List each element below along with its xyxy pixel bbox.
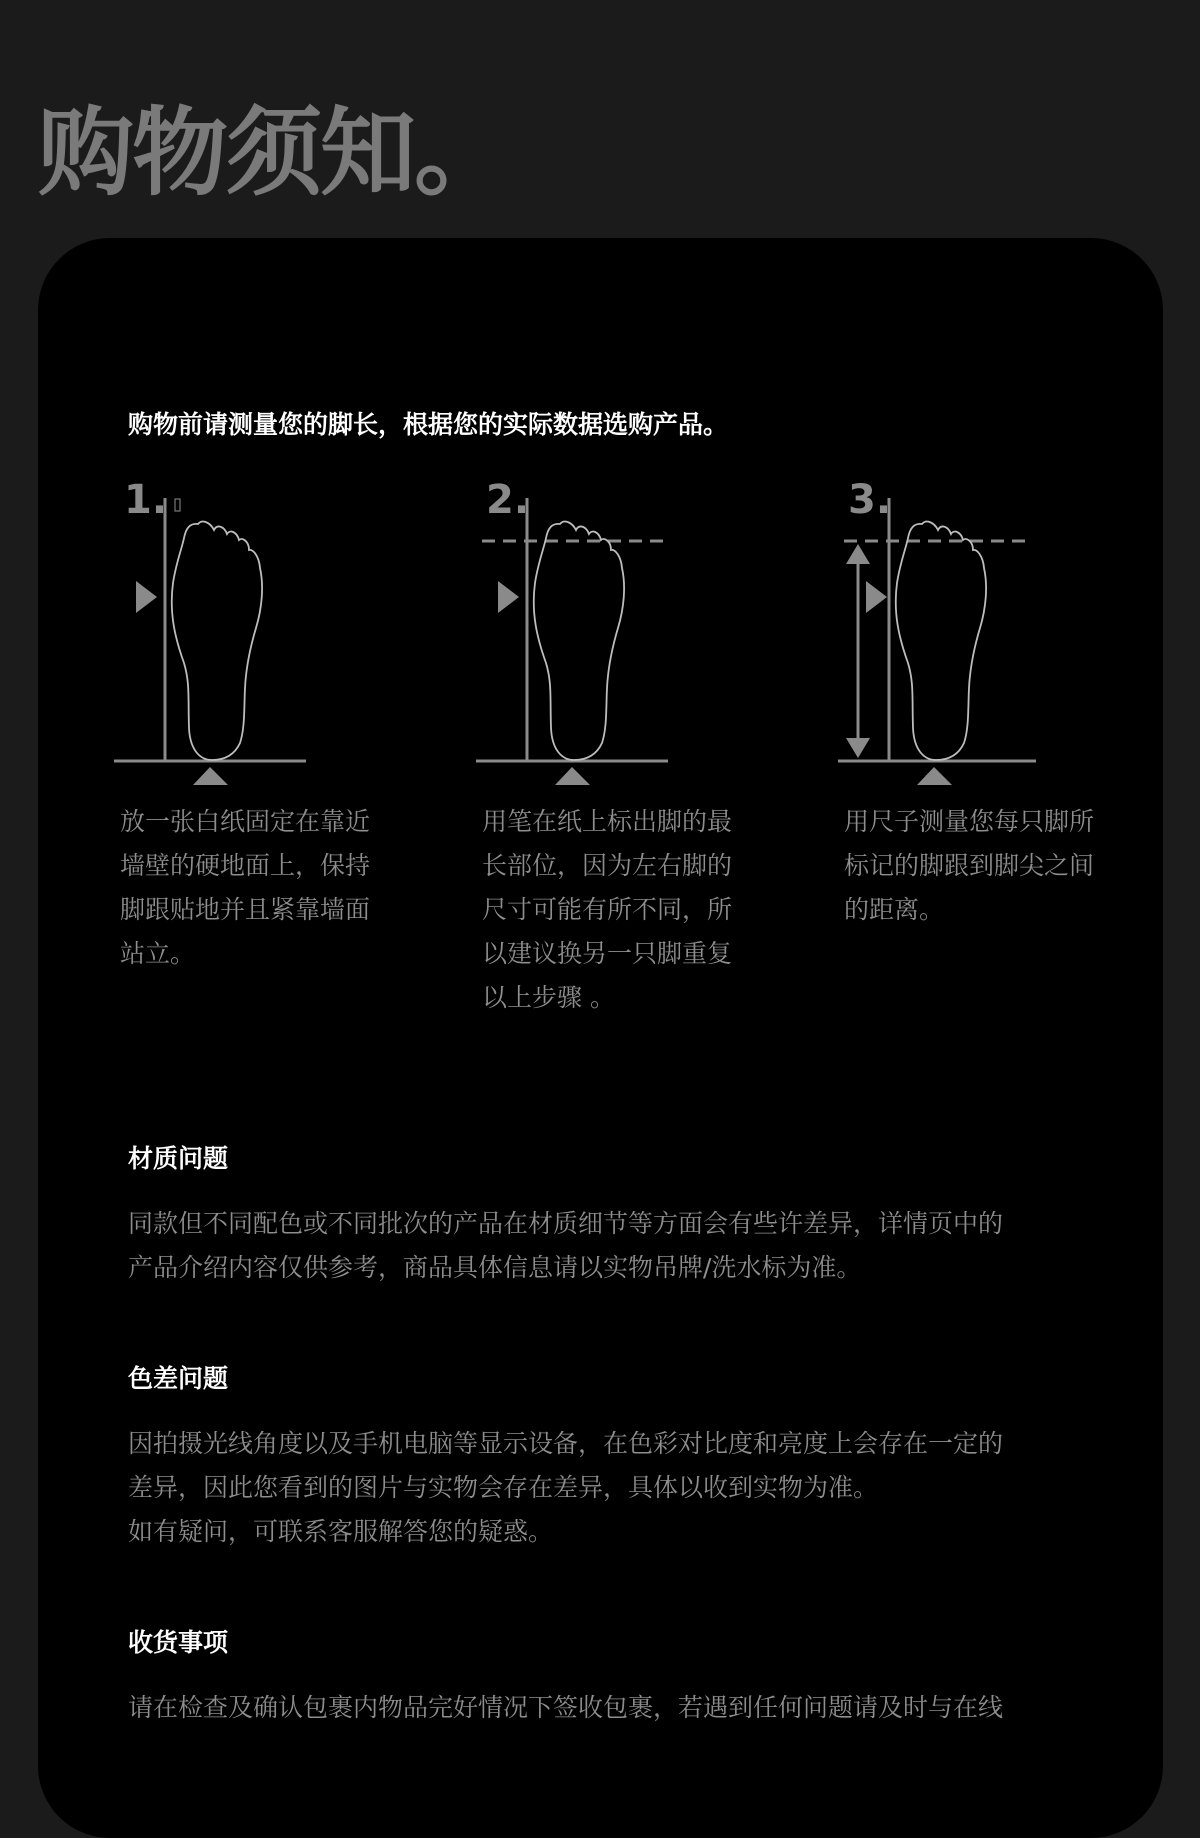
section-material-body: [128, 1202, 1088, 1290]
section-color-line: 差异，因此您看到的图片与实物会存在差异，具体以收到实物为准。: [128, 1473, 879, 1502]
section-material: [128, 1142, 1088, 1290]
section-receiving-title: 收货事项: [128, 1628, 229, 1657]
foot-against-wall-icon: [120, 478, 370, 793]
section-material-line: 同款但不同配色或不同批次的产品在材质细节等方面会有些许差异，详情页中的: [128, 1209, 1004, 1238]
section-material-title: 材质问题: [128, 1144, 229, 1173]
section-color-body: [128, 1422, 1088, 1554]
measure-intro: 购物前请测量您的脚长，根据您的实际数据选购产品。: [128, 410, 729, 439]
foot-measure-length-icon: [844, 478, 1094, 793]
section-color-title: 色差问题: [128, 1364, 229, 1393]
step-3-text: 用尺子测量您每只脚所标记的脚跟到脚尖之间的距离。: [844, 807, 1095, 924]
section-receiving-line: 请在检查及确认包裹内物品完好情况下签收包裹，若遇到任何问题请及时与在线: [128, 1693, 1004, 1722]
section-color-line: 因拍摄光线角度以及手机电脑等显示设备，在色彩对比度和亮度上会存在一定的: [128, 1429, 1004, 1458]
step-1-number: 1.: [124, 477, 168, 523]
section-material-line: 产品介绍内容仅供参考，商品具体信息请以实物吊牌/洗水标为准。: [128, 1253, 862, 1282]
step-1-text: 放一张白纸固定在靠近墙壁的硬地面上，保持脚跟贴地并且紧靠墙面站立。: [120, 807, 371, 968]
section-receiving-body: [128, 1686, 1088, 1730]
foot-mark-toe-icon: [482, 478, 732, 793]
shopping-notice-card: [38, 238, 1163, 1838]
step-2-text: 用笔在纸上标出脚的最长部位，因为左右脚的尺寸可能有所不同，所以建议换另一只脚重复以上步骤 。: [482, 807, 733, 1012]
page-title: 购物须知。: [38, 97, 508, 209]
step-3-number: 3.: [848, 477, 892, 523]
section-color-difference: [128, 1362, 1088, 1554]
section-receiving: [128, 1626, 1088, 1730]
step-2-number: 2.: [486, 477, 530, 523]
section-color-line: 如有疑问，可联系客服解答您的疑惑。: [128, 1517, 554, 1546]
